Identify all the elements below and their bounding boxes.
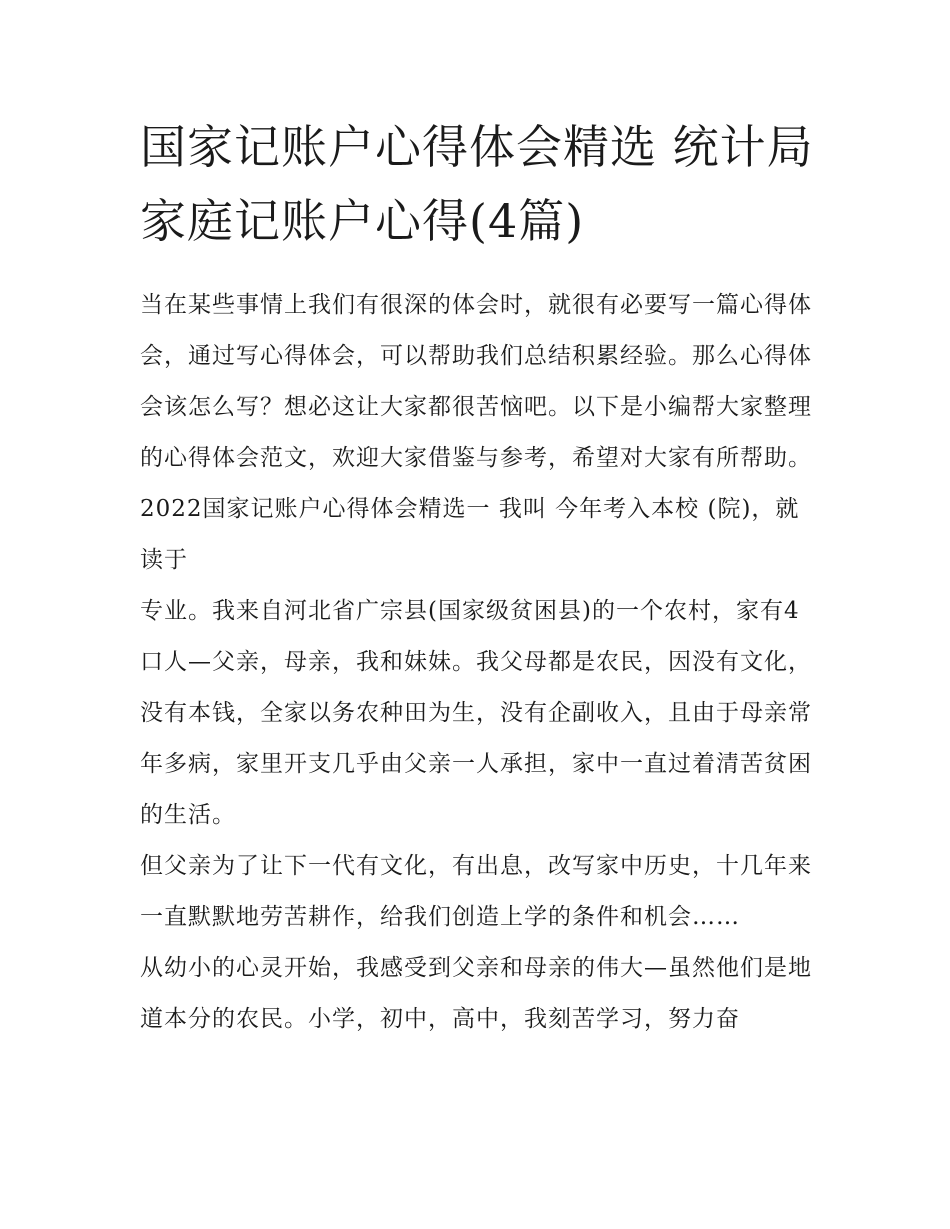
body-paragraph-1: 2022国家记账户心得体会精选一 我叫 今年考入本校 (院)，就读于	[140, 496, 800, 573]
body-paragraph-4: 从幼小的心灵开始，我感受到父亲和母亲的伟大—虽然他们是地道本分的农民。小学，初中，高中，我刻苦学习，努力奋	[140, 955, 812, 1032]
body-paragraph-3: 但父亲为了让下一代有文化，有出息，改写家中历史，十几年来一直默默地劳苦耕作，给我们创造上学的条件和机会……	[140, 853, 812, 930]
document-page	[140, 110, 820, 1045]
document-title: 国家记账户心得体会精选 统计局家庭记账户心得(4篇)	[140, 120, 814, 248]
body-paragraph-2: 专业。我来自河北省广宗县(国家级贫困县)的一个农村，家有4口人—父亲，母亲，我和妹妹。我父母都是农民，因没有文化，没有本钱，全家以务农种田为生，没有企副收入，且由于母亲常年多病，家里开支几乎由父亲一人承担，家中一直过着清苦贫困的生活。	[140, 598, 812, 828]
intro-paragraph: 当在某些事情上我们有很深的体会时，就很有必要写一篇心得体会，通过写心得体会，可以帮助我们总结积累经验。那么心得体会该怎么写？想必这让大家都很苦恼吧。以下是小编帮大家整理的心得体会范文，欢迎大家借鉴与参考，希望对大家有所帮助。	[140, 292, 812, 471]
